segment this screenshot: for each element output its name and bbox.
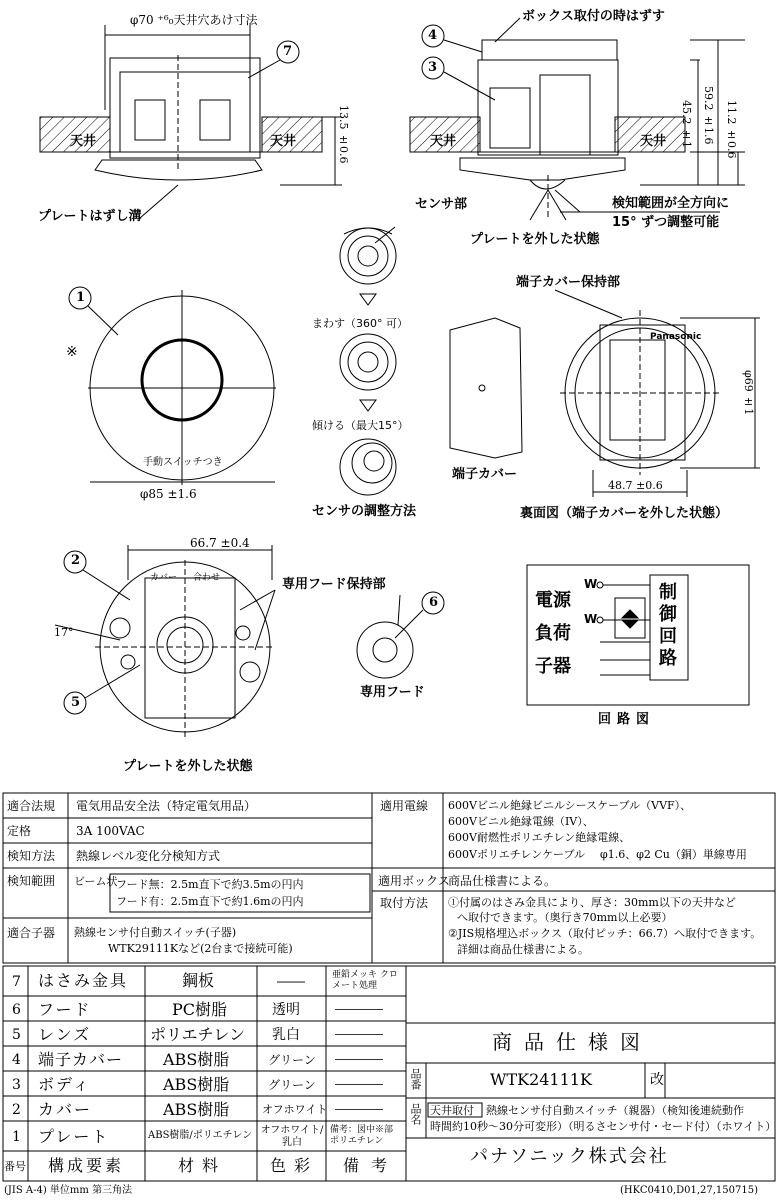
- dim-11: 11.2 ±0.6: [725, 100, 738, 159]
- parts-color: オフホワイト/乳白: [260, 1125, 324, 1148]
- detect-note-2: 15° ずつ調整可能: [612, 215, 720, 230]
- parts-header-color: 色彩: [270, 1156, 319, 1175]
- circuit-power: 電源: [535, 590, 571, 611]
- spec-install-line-3: ②JIS規格埋込ボックス（取付ピッチ：66.7）へ取付できます。: [448, 927, 762, 940]
- parts-color: ――: [277, 974, 305, 990]
- label-match: 合わせ: [193, 573, 221, 583]
- company-name: パナソニック株式会社: [470, 1146, 669, 1167]
- parts-note: ――――: [335, 1052, 383, 1066]
- manual-switch-label: 手動スイッチつき: [143, 457, 223, 468]
- parts-note: 亜鉛メッキ クロメート処理: [332, 970, 398, 991]
- callout-4: 4: [428, 28, 438, 43]
- spec-wire-line-2: 600Vビニル絶縁電線（IV）、: [448, 815, 594, 828]
- plate-removed-caption: プレートを外した状態: [123, 759, 253, 774]
- spec-law-label: 適合法規: [7, 799, 56, 813]
- callout-7: 7: [283, 44, 293, 59]
- parts-header-note: 備考: [343, 1156, 400, 1175]
- circuit-w1: W: [584, 577, 598, 591]
- back-view: [555, 290, 760, 497]
- brand-logo: Panasonic: [650, 332, 702, 342]
- parts-no: 5: [12, 1027, 21, 1043]
- parts-note: ――――: [335, 1102, 383, 1116]
- footer-left: (JIS A-4) 単位mm 第三角法: [4, 1185, 133, 1196]
- parts-no: 2: [12, 1102, 21, 1118]
- spec-install-line-1: ①付属のはさみ金具により、厚さ：30mm以下の天井など: [448, 896, 736, 909]
- ceiling-label-right: 天井: [270, 134, 297, 149]
- circuit-load: 負荷: [535, 623, 571, 644]
- circuit-title: 回路図: [598, 712, 656, 727]
- callout-2: 2: [71, 553, 81, 568]
- mount-tag: 天井取付: [430, 1104, 474, 1117]
- ceiling-label-left-2: 天井: [430, 134, 457, 149]
- ceiling-label-right-2: 天井: [640, 134, 667, 149]
- dim-69: φ69 ±1: [742, 370, 755, 416]
- parts-material: ABS樹脂: [163, 1100, 230, 1119]
- parts-header-material: 材料: [178, 1156, 227, 1175]
- spec-range-line1: フード無：2.5m直下で約3.5mの円内: [116, 878, 304, 891]
- callout-3: 3: [428, 60, 438, 75]
- doc-title: 商品仕様図: [492, 1030, 652, 1054]
- spec-sub-line2: WTK29111Kなど(2台まで接続可能): [108, 942, 293, 955]
- sensor-part-label: センサ部: [415, 197, 468, 212]
- parts-color: グリーン: [268, 1053, 316, 1067]
- sensor-adjust-sketches: [340, 227, 396, 495]
- dim-48: 48.7 ±0.6: [608, 479, 663, 492]
- dim-85: φ85 ±1.6: [140, 487, 197, 501]
- spec-install-line-2: へ取付できます。（奥行き70mm以上必要）: [457, 911, 673, 924]
- product-name-line2: 時間約10秒〜30分可変形）（明るさセンサ付・セード付）（ホワイト）: [430, 1120, 777, 1133]
- parts-no: 7: [12, 974, 21, 990]
- spec-range-beam: ビーム状: [74, 875, 118, 888]
- parts-note: ――――: [335, 1002, 383, 1016]
- spec-box-label: 適用ボックス: [378, 874, 450, 888]
- parts-color: 透明: [272, 1002, 300, 1018]
- dim-59: 59.2 ±1.6: [702, 86, 715, 145]
- parts-material: ポリエチレン: [150, 1025, 245, 1044]
- spec-wire-label: 適用電線: [380, 799, 429, 813]
- callout-1: 1: [76, 290, 86, 305]
- ceiling-label-left: 天井: [70, 134, 97, 149]
- hinban-value: WTK24111K: [490, 1070, 592, 1089]
- side-view-left: [40, 25, 342, 218]
- spec-method-value: 熱線レベル変化分検知方式: [76, 849, 221, 863]
- parts-material: ABS樹脂/ポリエチレン: [148, 1130, 253, 1141]
- rotate-label: まわす（360° 可）: [312, 317, 408, 330]
- spec-wire-line-3: 600V耐燃性ポリエチレン絶縁電線、: [448, 831, 631, 844]
- hood-caption: 専用フード: [360, 685, 425, 700]
- spec-method-label: 検知方法: [7, 849, 56, 863]
- hood-holder-label: 専用フード保持部: [282, 577, 386, 592]
- hole-dimension: φ70 ⁺⁶₀天井穴あけ寸法: [130, 13, 258, 27]
- side-view-right: [410, 18, 745, 220]
- angle-17: 17°: [54, 626, 74, 639]
- parts-material: 鋼板: [182, 971, 215, 990]
- terminal-cover-label: 端子カバー: [452, 467, 518, 482]
- spec-box-value: 商品仕様書による。: [448, 874, 557, 888]
- parts-name: はさみ金具: [38, 971, 129, 990]
- parts-name: プレート: [38, 1127, 110, 1146]
- parts-name: 端子カバー: [38, 1050, 124, 1069]
- spec-wire-line-5: φ1.6、φ2 Cu（銅）単線専用: [600, 848, 747, 861]
- spec-wire-line-4: 600Vポリエチレンケーブル: [448, 848, 586, 861]
- parts-note: ――――: [335, 1027, 383, 1041]
- spec-sub-line1: 熱線センサ付自動スイッチ(子器): [74, 926, 237, 939]
- hinban-label: 品番: [409, 1068, 422, 1090]
- parts-name: フード: [38, 1000, 92, 1019]
- parts-note: 備考：図中※部 ポリエチレン: [330, 1125, 394, 1146]
- callout-5: 5: [71, 695, 81, 710]
- parts-name: ボディ: [38, 1075, 91, 1094]
- spec-rating-label: 定格: [7, 824, 32, 838]
- spec-range-line2: フード有：2.5m直下で約1.6mの円内: [116, 895, 304, 908]
- parts-color: グリーン: [268, 1078, 316, 1092]
- parts-color: オフホワイト: [262, 1103, 328, 1116]
- back-view-title: 裏面図（端子カバーを外した状態）: [520, 506, 729, 521]
- parts-note: ――――: [335, 1077, 383, 1091]
- spec-sub-label: 適合子器: [7, 926, 56, 940]
- tilt-label: 傾ける（最大15°）: [312, 419, 409, 432]
- parts-no: 3: [12, 1077, 21, 1093]
- plate-groove-label: プレートはずし溝: [38, 209, 142, 224]
- footer-right: (HKC0410,D01,27,150715): [620, 1185, 759, 1196]
- terminal-cover-drawing: [450, 318, 522, 458]
- hinmei-label: 品名: [409, 1103, 422, 1125]
- parts-header-no: 番号: [4, 1160, 26, 1173]
- parts-material: PC樹脂: [172, 1000, 228, 1019]
- parts-no: 6: [12, 1002, 21, 1018]
- height-dimension: 13.5 ±0.6: [337, 105, 350, 164]
- parts-material: ABS樹脂: [163, 1050, 230, 1069]
- parts-header-name: 構成要素: [48, 1156, 125, 1175]
- parts-no: 4: [12, 1052, 21, 1068]
- product-name-line1: 熱線センサ付自動スイッチ（親器）（検知後連続動作: [486, 1104, 745, 1117]
- circuit-sub: 子器: [535, 656, 571, 677]
- spec-rating-value: 3A 100VAC: [76, 824, 145, 838]
- adjust-method-label: センサの調整方法: [312, 504, 417, 519]
- circuit-control: 制御回路: [656, 582, 677, 670]
- spec-range-label: 検知範囲: [7, 874, 56, 888]
- box-note: ボックス取付の時はずす: [522, 9, 665, 24]
- plate-removed-label-top: プレートを外した状態: [470, 232, 600, 247]
- terminal-cover-holder-label: 端子カバー保持部: [516, 275, 621, 290]
- detect-note-1: 検知範囲が全方向に: [612, 196, 730, 211]
- kai-label: 改: [650, 1072, 664, 1088]
- spec-install-label: 取付方法: [380, 896, 429, 910]
- dim-667: 66.7 ±0.4: [190, 536, 250, 550]
- front-view: [69, 287, 276, 485]
- label-cover: カバー: [150, 573, 178, 583]
- circuit-w2: W: [584, 612, 598, 626]
- parts-material: ABS樹脂: [163, 1075, 230, 1094]
- spec-law-value: 電気用品安全法（特定電気用品）: [76, 799, 257, 813]
- spec-wire-line-1: 600Vビニル絶縁ビニルシースケーブル（VVF）、: [448, 799, 692, 812]
- spec-install-line-4: 詳細は商品仕様書による。: [457, 943, 589, 956]
- polyethylene-mark: ※: [66, 344, 78, 360]
- parts-name: カバー: [38, 1100, 93, 1119]
- parts-color: 乳白: [272, 1027, 300, 1043]
- parts-no: 1: [12, 1129, 21, 1145]
- dim-45: 45.2 ±1: [680, 100, 693, 148]
- parts-name: レンズ: [38, 1025, 92, 1044]
- callout-6: 6: [429, 595, 439, 610]
